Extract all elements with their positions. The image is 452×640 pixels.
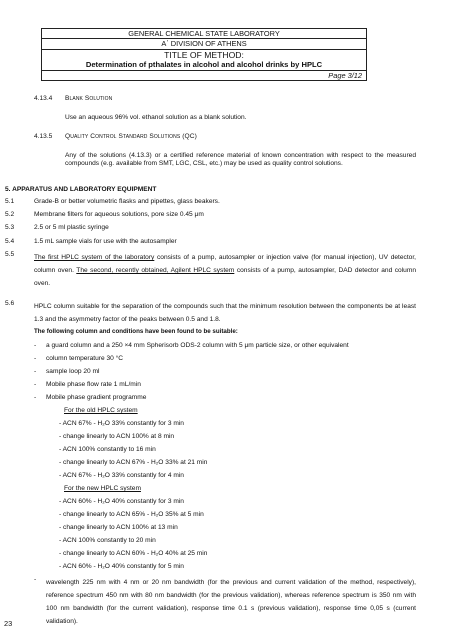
item-number: 5.1 xyxy=(5,198,15,205)
gradient-step: - change linearly to ACN 60% - H₂O 40% at 25 min xyxy=(59,550,208,557)
bullet-dash: - xyxy=(34,576,37,583)
method-title: Determination of pthalates in alcohol and alcohol drinks by HPLC xyxy=(42,60,366,71)
bullet-dash: - xyxy=(34,394,37,401)
section-number: 4.13.4 xyxy=(34,95,53,102)
section-heading: 5. APPARATUS AND LABORATORY EQUIPMENT xyxy=(5,186,157,193)
gradient-step: - ACN 100% constantly to 16 min xyxy=(59,446,156,453)
item-text: 1.5 mL sample vials for use with the autosampler xyxy=(34,238,177,245)
item-number: 5.3 xyxy=(5,224,15,231)
underlined-text: The first HPLC system of the laboratory xyxy=(34,254,155,261)
gradient-step: - change linearly to ACN 67% - H₂O 33% at 21 min xyxy=(59,459,208,466)
subheading: For the old HPLC system xyxy=(64,407,138,414)
section-text: Use an aqueous 96% vol. ethanol solution as a blank solution. xyxy=(65,114,247,121)
item-text-part: consists of a pump, autosampler or injection valve (for manual injection), UV detector, column oven. xyxy=(34,254,416,274)
gradient-step: - ACN 67% - H₂O 33% constantly for 4 min xyxy=(59,472,184,479)
conditions-heading: The following column and conditions have been found to be suitable: xyxy=(34,328,238,335)
underlined-text: The second, recently obtained, Agilent HPLC system xyxy=(76,267,235,274)
section-number: 4.13.5 xyxy=(34,133,53,140)
page-indicator: Page 3/12 xyxy=(328,70,362,80)
item-text xyxy=(34,251,416,290)
bullet-text: wavelength 225 nm with 4 nm or 20 nm bandwidth (for the previous and current validation of the method, respectively), reference spectrum 450 nm with 80 nm bandwidth (for the previous validation), whereas reference spectrum is 350 nm with 100 nm bandwidth (for the current validation), response time 0.1 s (previous validation), response time 0,05 s (current validation). xyxy=(46,579,416,625)
item-text: Grade-B or better volumetric flasks and pipettes, glass beakers. xyxy=(34,198,220,205)
division-name: A΄ DIVISION OF ATHENS xyxy=(42,39,366,49)
bullet-text: a guard column and a 250 ×4 mm Spherisorb ODS-2 column with 5 μm particle size, or other equivalent xyxy=(46,342,349,349)
subheading: For the new HPLC system xyxy=(64,485,141,492)
section-text: Any of the solutions (4.13.3) or a certified reference material of known concentration with respect to the measured compounds (e.g. available from SMT, LGC, CSL, etc.) may be used as quality control solutions. xyxy=(65,152,416,168)
gradient-step: - change linearly to ACN 100% at 13 min xyxy=(59,524,178,531)
bullet-dash: - xyxy=(34,342,37,349)
item-text: Membrane filters for aqueous solutions, pore size 0.45 μm xyxy=(34,211,204,218)
item-number: 5.6 xyxy=(5,300,15,307)
item-number: 5.5 xyxy=(5,251,15,258)
bullet-dash: - xyxy=(34,381,37,388)
gradient-step: - ACN 60% - H₂O 40% constantly for 3 min xyxy=(59,498,184,505)
lab-name: GENERAL CHEMICAL STATE LABORATORY xyxy=(42,29,366,39)
item-number: 5.4 xyxy=(5,238,15,245)
gradient-step: - change linearly to ACN 100% at 8 min xyxy=(59,433,175,440)
bullet-dash: - xyxy=(34,368,37,375)
bullet-text: Mobile phase flow rate 1 mL/min xyxy=(46,381,141,388)
bullet-text: column temperature 30 °C xyxy=(46,355,124,362)
gradient-step: - change linearly to ACN 65% - H₂O 35% at 5 min xyxy=(59,511,204,518)
item-number: 5.2 xyxy=(5,211,15,218)
item-text: HPLC column suitable for the separation of the compounds such that the minimum resolution between the components be at least 1.3 and the asymmetry factor of the peaks between 0.5 and 1.8. xyxy=(34,303,416,323)
section-title: Blank Solution xyxy=(65,95,113,102)
page-number: 23 xyxy=(4,619,13,628)
item-text: 2.5 or 5 ml plastic syringe xyxy=(34,224,109,231)
gradient-step: - ACN 67% - H₂O 33% constantly for 3 min xyxy=(59,420,184,427)
title-label: TITLE OF METHOD: xyxy=(164,49,244,60)
bullet-dash: - xyxy=(34,355,37,362)
section-title: Quality Control Standard Solutions (QC) xyxy=(65,133,197,140)
item-text-part: consists of a pump, autosampler, DAD detector and column oven. xyxy=(34,267,417,287)
gradient-step: - ACN 100% constantly to 20 min xyxy=(59,537,156,544)
document-header xyxy=(41,28,367,81)
gradient-step: - ACN 60% - H₂O 40% constantly for 5 min xyxy=(59,563,184,570)
bullet-text: sample loop 20 ml xyxy=(46,368,100,375)
bullet-text: Mobile phase gradient programme xyxy=(46,394,147,401)
